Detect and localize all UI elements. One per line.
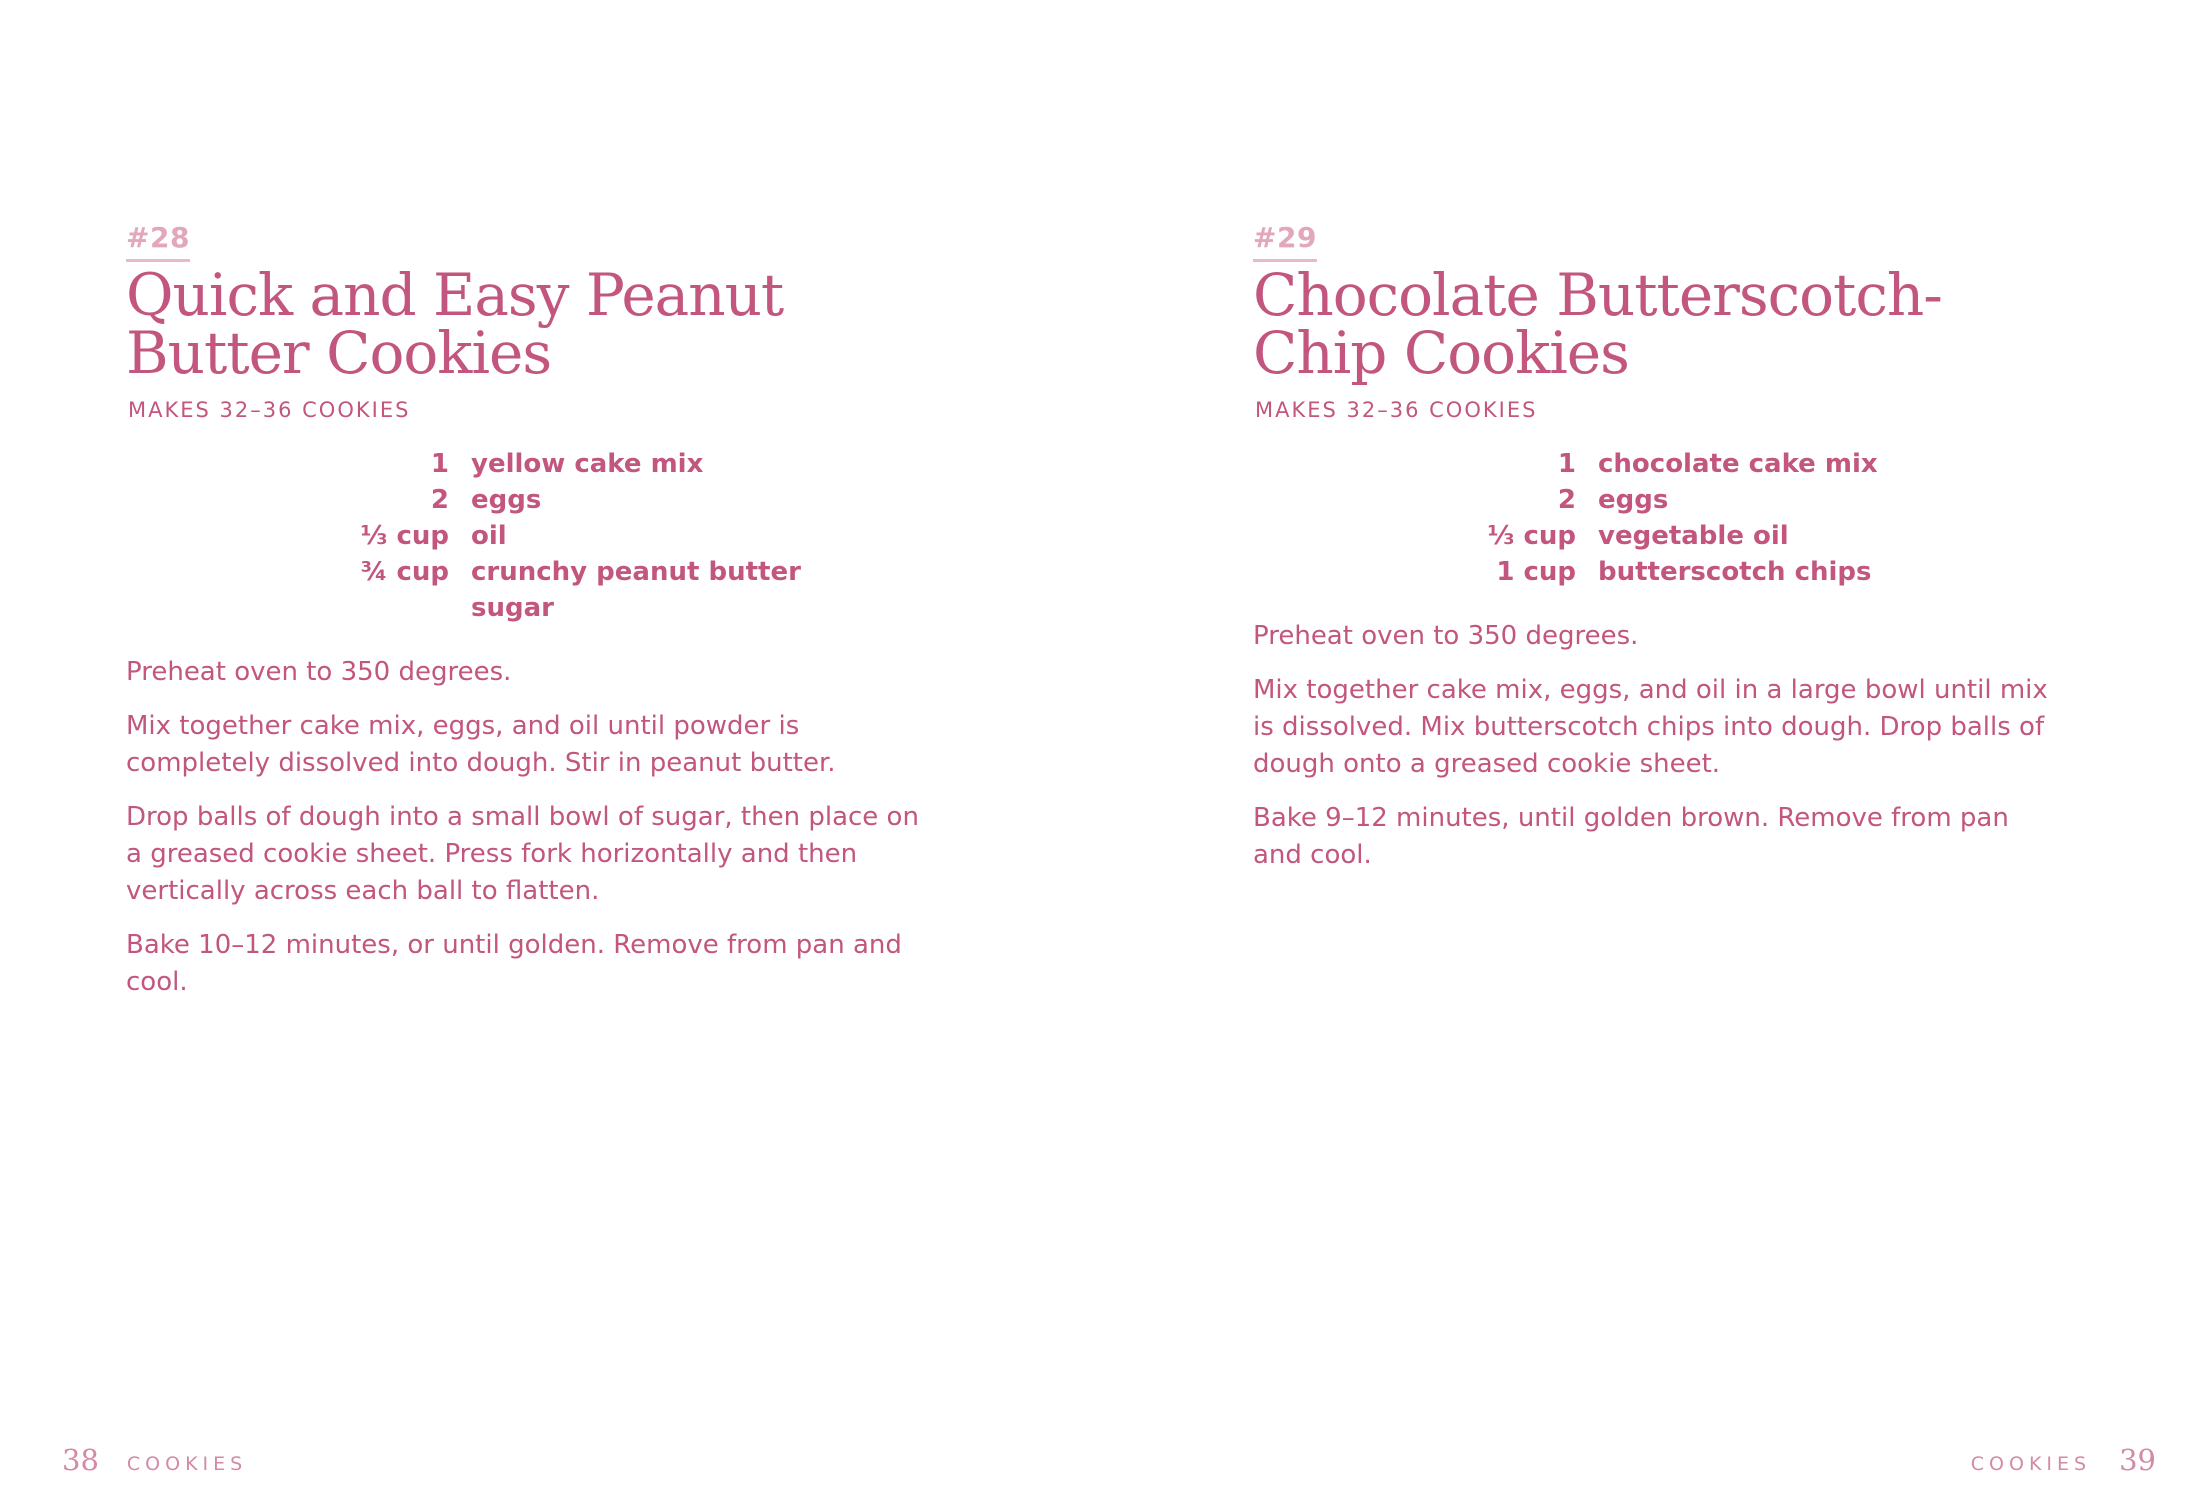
ingredient-name: yellow cake mix bbox=[471, 449, 704, 479]
ingredient-quantity: ¾ cup bbox=[360, 557, 449, 587]
ingredient-row bbox=[126, 446, 946, 482]
ingredient-list bbox=[126, 446, 946, 626]
ingredient-name: eggs bbox=[1598, 485, 1669, 515]
ingredient-name: butterscotch chips bbox=[1598, 557, 1872, 587]
recipe-title bbox=[1253, 261, 2073, 387]
ingredient-quantity: ⅓ cup bbox=[360, 521, 449, 551]
recipe-title-line: Quick and Easy Peanut bbox=[126, 261, 784, 329]
recipe-yield: MAKES 32–36 COOKIES bbox=[128, 398, 411, 422]
page-footer bbox=[62, 1443, 247, 1477]
ingredient-quantity: 1 bbox=[430, 449, 449, 479]
ingredient-quantity: 2 bbox=[1557, 485, 1576, 515]
ingredient-name: vegetable oil bbox=[1598, 521, 1789, 551]
recipe-title bbox=[126, 261, 946, 387]
page-number: 39 bbox=[2119, 1443, 2156, 1477]
instruction-step: Drop balls of dough into a small bowl of sugar, then place on a greased cookie sheet. Press fork horizontally and then vertically across each ball to flatten. bbox=[126, 802, 919, 906]
page-footer bbox=[1971, 1443, 2156, 1477]
ingredient-quantity: 1 cup bbox=[1496, 557, 1576, 587]
ingredient-name: eggs bbox=[471, 485, 542, 515]
instruction-step: Bake 10–12 minutes, or until golden. Remove from pan and cool. bbox=[126, 930, 902, 997]
recipe-number: #28 bbox=[126, 218, 190, 262]
instruction-step: Mix together cake mix, eggs, and oil in a large bowl until mix is dissolved. Mix butterscotch chips into dough. Drop balls of dough onto a greased cookie sheet. bbox=[1253, 675, 2048, 779]
ingredient-row bbox=[126, 518, 946, 554]
ingredient-row bbox=[126, 554, 946, 590]
instruction-step: Preheat oven to 350 degrees. bbox=[126, 657, 512, 687]
recipe-title-line: Butter Cookies bbox=[126, 319, 552, 387]
ingredient-quantity bbox=[126, 590, 471, 626]
recipe-title-line: Chocolate Butterscotch- bbox=[1253, 261, 1942, 329]
ingredient-row bbox=[1253, 446, 2073, 482]
instruction-step: Bake 9–12 minutes, until golden brown. Remove from pan and cool. bbox=[1253, 803, 2009, 870]
ingredient-row bbox=[1253, 554, 2073, 590]
ingredient-row bbox=[126, 482, 946, 518]
recipe-instructions bbox=[126, 654, 926, 1001]
ingredient-row bbox=[126, 590, 946, 626]
instruction-step: Mix together cake mix, eggs, and oil until powder is completely dissolved into dough. Stir in peanut butter. bbox=[126, 711, 836, 778]
section-label: COOKIES bbox=[126, 1453, 248, 1475]
ingredient-quantity: ⅓ cup bbox=[1487, 521, 1576, 551]
page-number: 38 bbox=[62, 1443, 99, 1477]
ingredient-quantity: 1 bbox=[1557, 449, 1576, 479]
recipe-29 bbox=[1253, 218, 2073, 891]
ingredient-name: chocolate cake mix bbox=[1598, 449, 1878, 479]
recipe-28 bbox=[126, 218, 946, 1018]
section-label: COOKIES bbox=[1970, 1453, 2092, 1475]
ingredient-row bbox=[1253, 482, 2073, 518]
ingredient-name: crunchy peanut butter bbox=[471, 557, 801, 587]
recipe-title-line: Chip Cookies bbox=[1253, 319, 1629, 387]
ingredient-list bbox=[1253, 446, 2073, 590]
ingredient-name: oil bbox=[471, 521, 507, 551]
recipe-yield: MAKES 32–36 COOKIES bbox=[1255, 398, 1538, 422]
right-page bbox=[1097, 0, 2194, 1508]
recipe-instructions bbox=[1253, 618, 2053, 874]
ingredient-quantity: 2 bbox=[430, 485, 449, 515]
ingredient-row bbox=[1253, 518, 2073, 554]
instruction-step: Preheat oven to 350 degrees. bbox=[1253, 621, 1639, 651]
recipe-number: #29 bbox=[1253, 218, 1317, 262]
ingredient-name: sugar bbox=[471, 593, 554, 623]
